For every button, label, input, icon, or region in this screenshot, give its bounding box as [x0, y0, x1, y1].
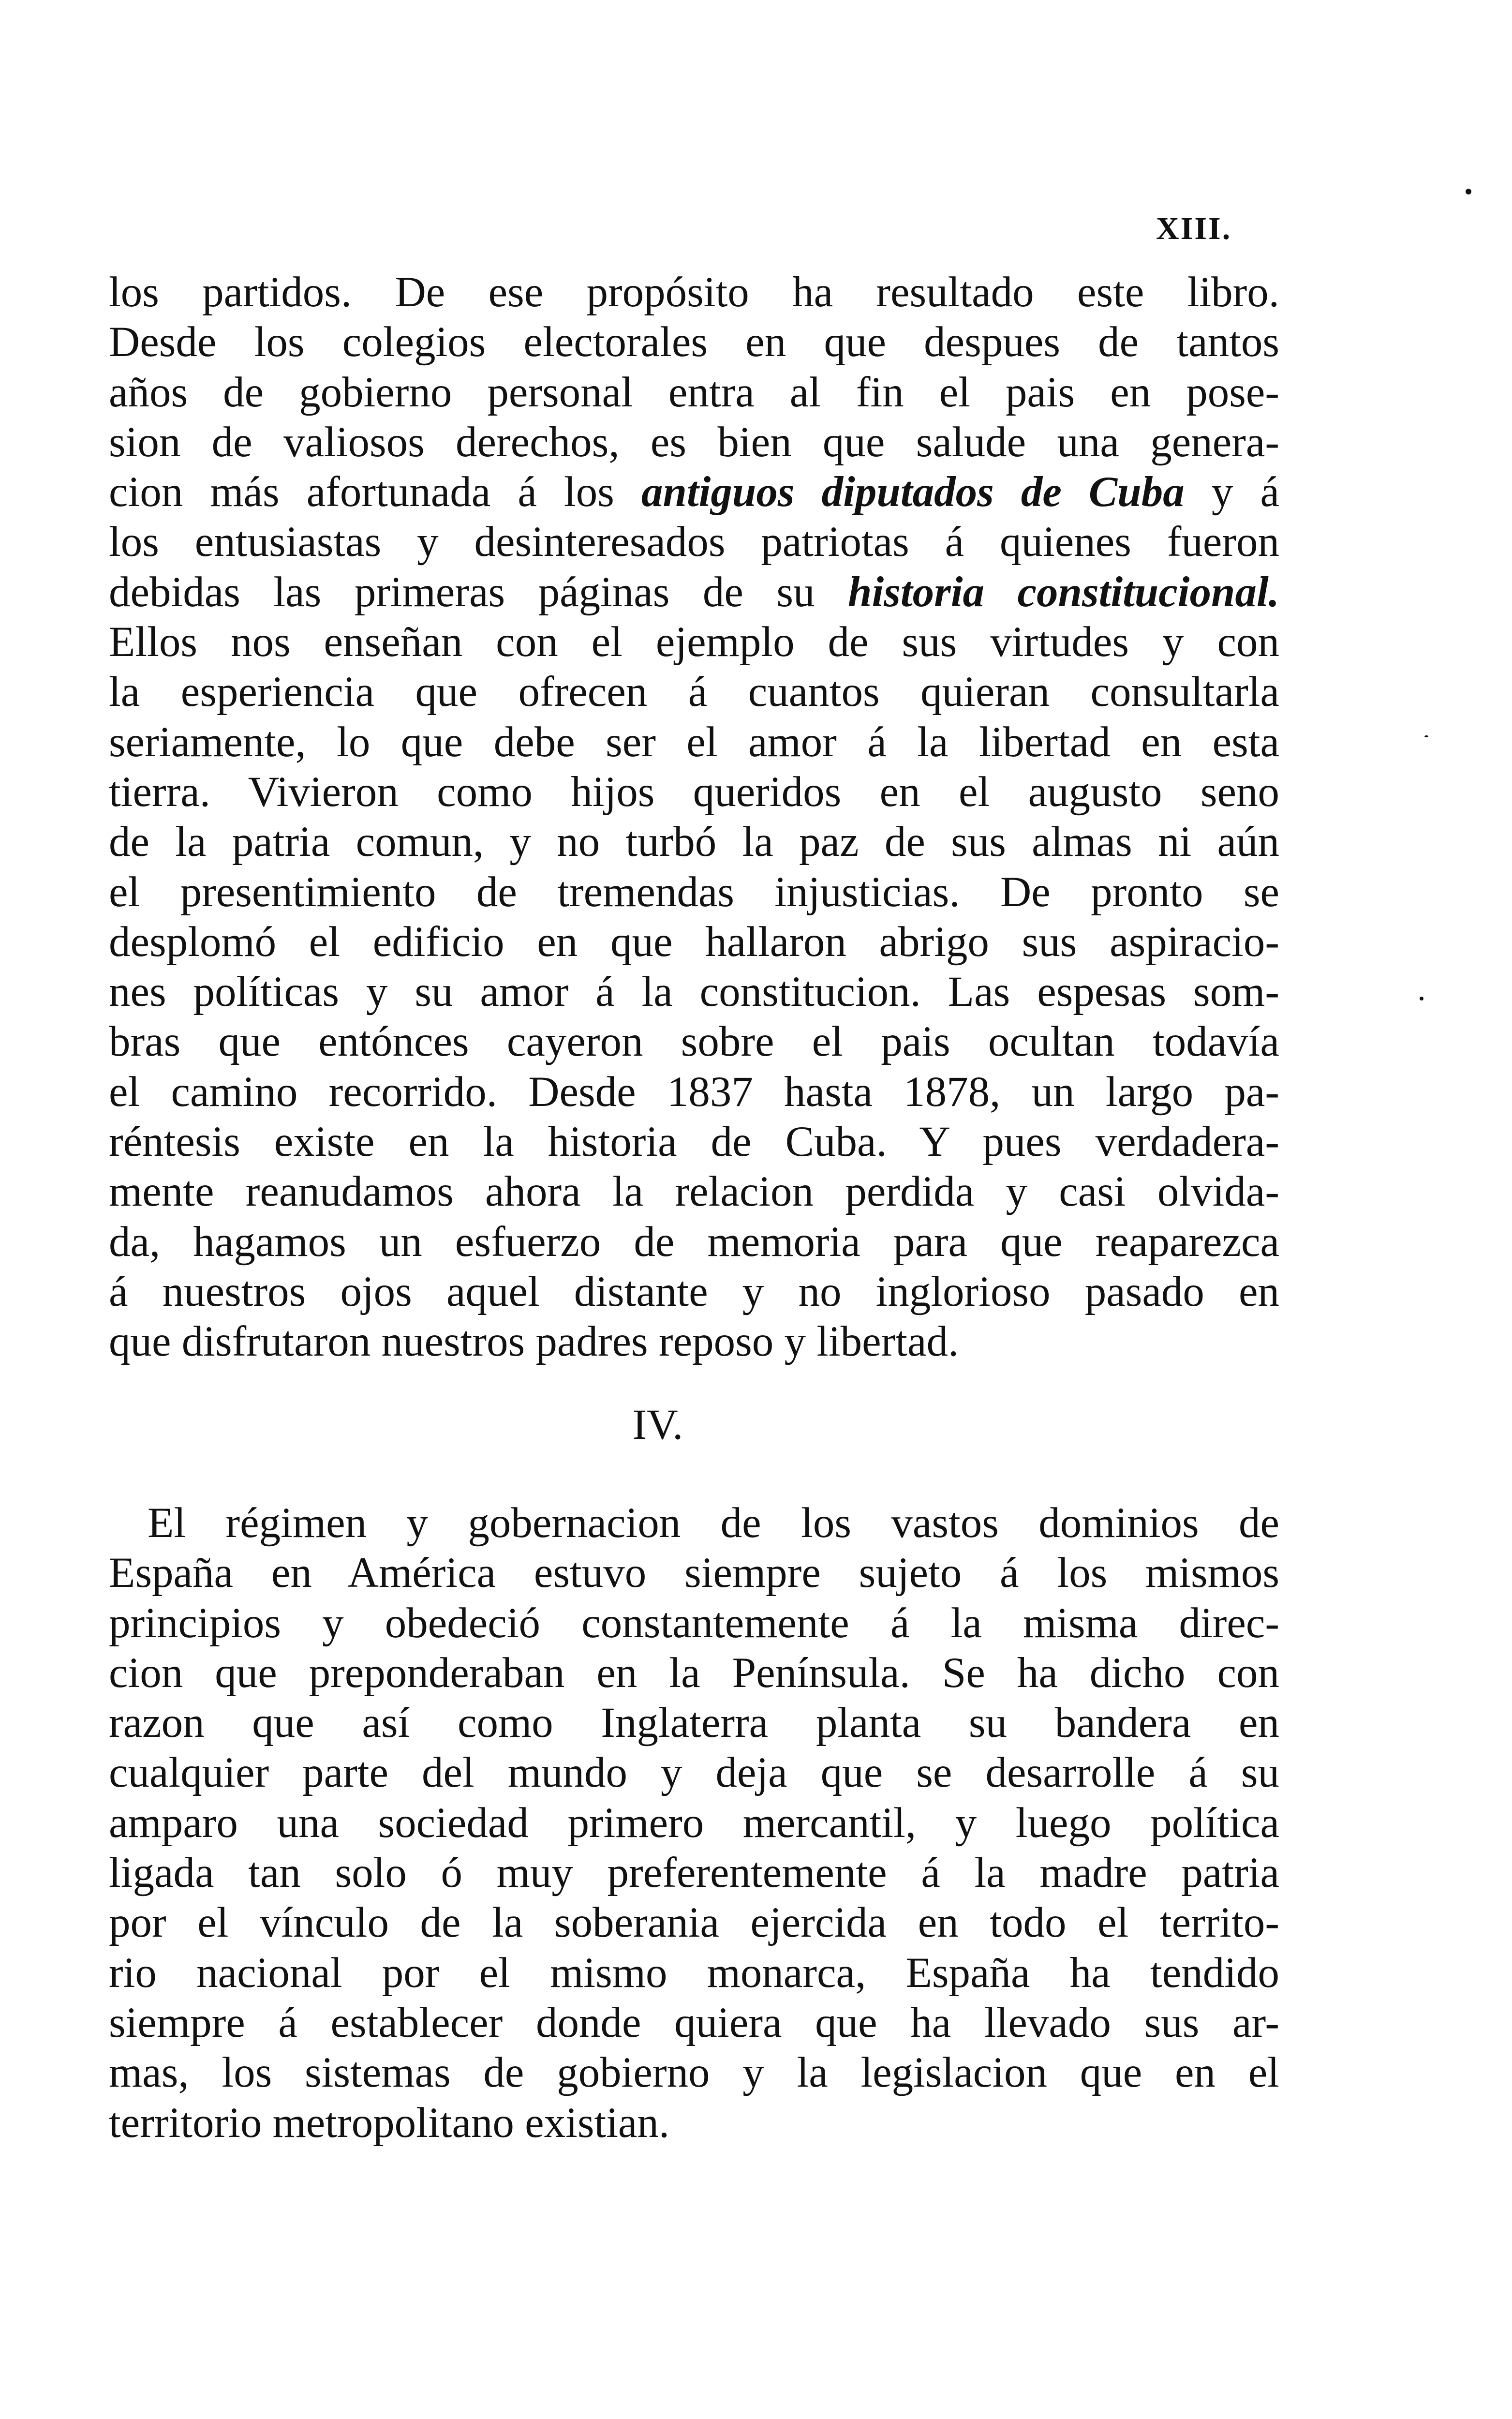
- text-line: cualquier parte del mundo y deja que se desarrolle á su: [109, 1749, 1279, 1797]
- text-line: años de gobierno personal entra al fin el pais en pose-: [109, 368, 1279, 416]
- text-line: seriamente, lo que debe ser el amor á la libertad en esta: [109, 718, 1279, 766]
- text-line: Desde los colegios electorales en que despues de tantos: [109, 318, 1279, 366]
- italic-phrase: historia constitucional.: [848, 568, 1279, 616]
- paragraph-2: [109, 1498, 1279, 2148]
- text-line: sion de valiosos derechos, es bien que salude una genera-: [109, 418, 1279, 466]
- text-line: que disfrutaron nuestros padres reposo y libertad.: [109, 1318, 959, 1366]
- text-segment: y á: [1184, 468, 1279, 516]
- print-speck: [1424, 735, 1428, 737]
- text-line: España en América estuvo siempre sujeto á los mismos: [109, 1549, 1279, 1597]
- print-speck: [1466, 189, 1471, 194]
- text-line: siempre á establecer donde quiera que ha llevado sus ar-: [109, 1999, 1279, 2046]
- text-line: [109, 567, 1279, 617]
- text-line: nes políticas y su amor á la constitucion. Las espesas som-: [109, 968, 1279, 1016]
- text-line: da, hagamos un esfuerzo de memoria para que reaparezca: [109, 1218, 1279, 1266]
- print-speck: [1420, 997, 1423, 1000]
- text-line: de la patria comun, y no turbó la paz de sus almas ni aún: [109, 818, 1279, 866]
- text-line: mas, los sistemas de gobierno y la legislacion que en el: [109, 2049, 1279, 2097]
- text-line: principios y obedeció constantemente á la misma direc-: [109, 1599, 1279, 1647]
- text-line: cion que preponderaban en la Península. Se ha dicho con: [109, 1649, 1279, 1697]
- text-line: El régimen y gobernacion de los vastos dominios de: [148, 1499, 1279, 1547]
- text-line: por el vínculo de la soberania ejercida en todo el territo-: [109, 1899, 1279, 1947]
- text-line: la esperiencia que ofrecen á cuantos quieran consultarla: [109, 668, 1279, 716]
- text-segment: debidas las primeras páginas de su: [109, 568, 848, 616]
- text-line: el presentimiento de tremendas injusticias. De pronto se: [109, 868, 1279, 916]
- text-line: réntesis existe en la historia de Cuba. Y pues verdadera-: [109, 1118, 1279, 1166]
- text-line: desplomó el edificio en que hallaron abrigo sus aspiracio-: [109, 918, 1279, 966]
- text-line: bras que entónces cayeron sobre el pais ocultan todavía: [109, 1018, 1279, 1066]
- text-line: [109, 467, 1279, 517]
- text-line: ligada tan solo ó muy preferentemente á la madre patria: [109, 1849, 1279, 1897]
- text-line: razon que así como Inglaterra planta su bandera en: [109, 1699, 1279, 1747]
- text-line: Ellos nos enseñan con el ejemplo de sus virtudes y con: [109, 618, 1279, 666]
- text-line: los entusiastas y desinteresados patriotas á quienes fueron: [109, 518, 1279, 566]
- text-line: tierra. Vivieron como hijos queridos en el augusto seno: [109, 768, 1279, 816]
- text-line: el camino recorrido. Desde 1837 hasta 1878, un largo pa-: [109, 1068, 1279, 1116]
- text-line: los partidos. De ese propósito ha resultado este libro.: [109, 269, 1279, 316]
- section-heading: IV.: [632, 1401, 683, 1448]
- page-number: XIII.: [1156, 211, 1232, 246]
- text-line: territorio metropolitano existian.: [109, 2099, 670, 2147]
- text-line: á nuestros ojos aquel distante y no inglorioso pasado en: [109, 1268, 1279, 1315]
- text-segment: cion más afortunada á los: [109, 468, 641, 516]
- text-line: rio nacional por el mismo monarca, España ha tendido: [109, 1949, 1279, 1997]
- text-line: amparo una sociedad primero mercantil, y luego política: [109, 1799, 1279, 1847]
- text-line: mente reanudamos ahora la relacion perdida y casi olvida-: [109, 1168, 1279, 1216]
- paragraph-1: [109, 268, 1279, 1367]
- italic-phrase: antiguos diputados de Cuba: [641, 468, 1185, 516]
